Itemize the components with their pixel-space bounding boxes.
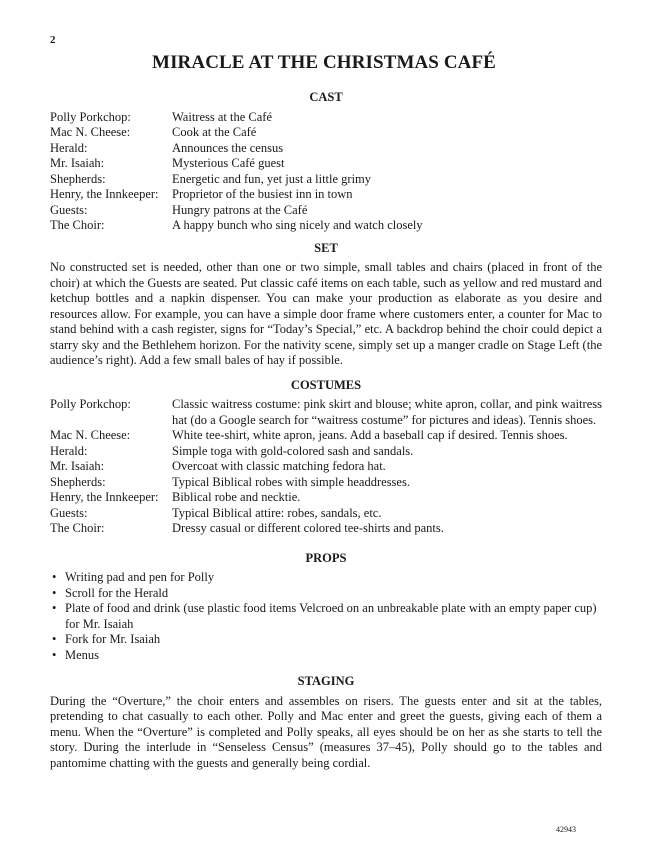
costume-row: [50, 397, 602, 428]
cast-row-description: Energetic and fun, yet just a little grimy: [172, 171, 372, 186]
cast-row: [50, 110, 602, 126]
prop-item-text: Scroll for the Herald: [65, 585, 169, 600]
costume-row-description: Typical Biblical robes with simple headdresses.: [172, 474, 410, 489]
prop-item-text: Fork for Mr. Isaiah: [65, 632, 161, 646]
cast-row: [50, 172, 602, 188]
props-list: [50, 570, 602, 663]
prop-item: [50, 601, 602, 632]
costume-row-description: Overcoat with classic matching fedora hat.: [172, 459, 386, 473]
costume-row: [50, 521, 602, 537]
prop-item: [50, 632, 602, 648]
costume-row-role: Mr. Isaiah:: [50, 459, 105, 473]
page-title: MIRACLE AT THE CHRISTMAS CAFÉ: [152, 52, 496, 73]
page-number: 2: [50, 34, 56, 46]
cast-row-description: Waitress at the Café: [172, 109, 272, 124]
costume-row-description: Typical Biblical attire: robes, sandals, etc.: [172, 505, 382, 520]
prop-item-text: Menus: [65, 647, 100, 662]
staging-section: [50, 674, 602, 771]
cast-row-description: Hungry patrons at the Café: [172, 202, 308, 217]
costume-row-role: Polly Porkchop:: [50, 397, 131, 411]
cast-row-role: The Choir:: [50, 218, 105, 232]
cast-row-description: Cook at the Café: [172, 125, 257, 139]
cast-row-description: Mysterious Café guest: [172, 156, 285, 170]
cast-row: [50, 218, 602, 234]
costume-row-description: Simple toga with gold-colored sash and sandals.: [172, 443, 414, 458]
cast-row-role: Mr. Isaiah:: [50, 156, 105, 170]
bullet-icon: •: [52, 632, 57, 646]
cast-row-role: Guests:: [50, 202, 88, 217]
costume-row-role: Henry, the Innkeeper:: [50, 490, 159, 504]
costume-row: [50, 506, 602, 522]
cast-row: [50, 203, 602, 219]
cast-row-role: Shepherds:: [50, 171, 106, 186]
cast-row: [50, 141, 602, 157]
costume-row-role: Guests:: [50, 505, 88, 520]
props-section: [50, 551, 602, 664]
cast-row-role: Herald:: [50, 140, 88, 155]
prop-item: [50, 586, 602, 602]
catalog-number: 42943: [556, 825, 576, 834]
cast-list: [50, 110, 602, 234]
costumes-section: [50, 378, 602, 537]
staging-paragraph: During the “Overture,” the choir enters and assembles on risers. The guests enter and sit at the tables, pretending to chat casually to each other. Polly and Mac enter and greet the guests, giving each of them a menu. When the “Overture” is completed and Polly speaks, all eyes should be on her as she starts to tell the story. During the interlude in “Senseless Census” (measures 37–45), Polly should go to the tables and pantomime chatting with the guests and generally being cordial.: [50, 693, 602, 770]
costume-row: [50, 428, 602, 444]
cast-row-description: A happy bunch who sing nicely and watch closely: [172, 218, 423, 232]
costume-row-description: Classic waitress costume: pink skirt and blouse; white apron, collar, and pink waitress hat (do a Google search for “waitress costume” for pictures and ideas). Tennis shoes.: [172, 397, 602, 427]
bullet-icon: •: [52, 585, 57, 600]
costume-row-description: Biblical robe and necktie.: [172, 490, 301, 504]
set-section: [50, 241, 602, 369]
costume-row: [50, 475, 602, 491]
costume-row-description: Dressy casual or different colored tee-shirts and pants.: [172, 521, 444, 535]
cast-row-description: Proprietor of the busiest inn in town: [172, 187, 353, 201]
cast-row-role: Mac N. Cheese:: [50, 125, 131, 139]
cast-section: [50, 90, 602, 234]
cast-row-role: Polly Porkchop:: [50, 109, 131, 124]
costume-row: [50, 459, 602, 475]
prop-item: [50, 648, 602, 664]
costume-row: [50, 490, 602, 506]
costume-row-role: The Choir:: [50, 521, 105, 535]
cast-row: [50, 187, 602, 203]
prop-item: [50, 570, 602, 586]
costume-row: [50, 444, 602, 460]
prop-item-text: Plate of food and drink (use plastic food items Velcroed on an unbreakable plate with an empty paper cup) for Mr. Isaiah: [65, 601, 597, 631]
costumes-list: [50, 397, 602, 537]
bullet-icon: •: [52, 647, 57, 662]
cast-row-role: Henry, the Innkeeper:: [50, 187, 159, 201]
staging-heading: STAGING: [297, 674, 355, 688]
bullet-icon: •: [52, 601, 57, 615]
costumes-heading: COSTUMES: [290, 377, 362, 392]
prop-item-text: Writing pad and pen for Polly: [65, 570, 215, 584]
cast-row: [50, 125, 602, 141]
bullet-icon: •: [52, 570, 57, 584]
cast-row-description: Announces the census: [172, 140, 284, 155]
props-heading: PROPS: [305, 550, 347, 565]
cast-row: [50, 156, 602, 172]
costume-row-role: Shepherds:: [50, 474, 106, 489]
set-paragraph: No constructed set is needed, other than one or two simple, small tables and chairs (placed in front of the choir) at which the Guests are seated. Put classic café items on each table, such as yellow and red mustard and ketchup bottles and a napkin dispenser. You can make your production as elaborate as you desire and resources allow. For example, you can have a simple door frame where customers enter, a counter for Mac to stand behind with a cash register, signs for “Today’s Special,” etc. A backdrop behind the choir could depict a starry sky and the Bethlehem horizon. For the nativity scene, simply set up a manger cradle on Stage Left (the audience’s right). Add a few small bales of hay if possible.: [50, 260, 602, 367]
costume-row-role: Herald:: [50, 443, 88, 458]
costume-row-description: White tee-shirt, white apron, jeans. Add a baseball cap if desired. Tennis shoes.: [172, 428, 568, 442]
cast-heading: CAST: [309, 90, 343, 104]
document-body: [50, 90, 602, 771]
costume-row-role: Mac N. Cheese:: [50, 428, 131, 442]
set-heading: SET: [314, 240, 338, 255]
